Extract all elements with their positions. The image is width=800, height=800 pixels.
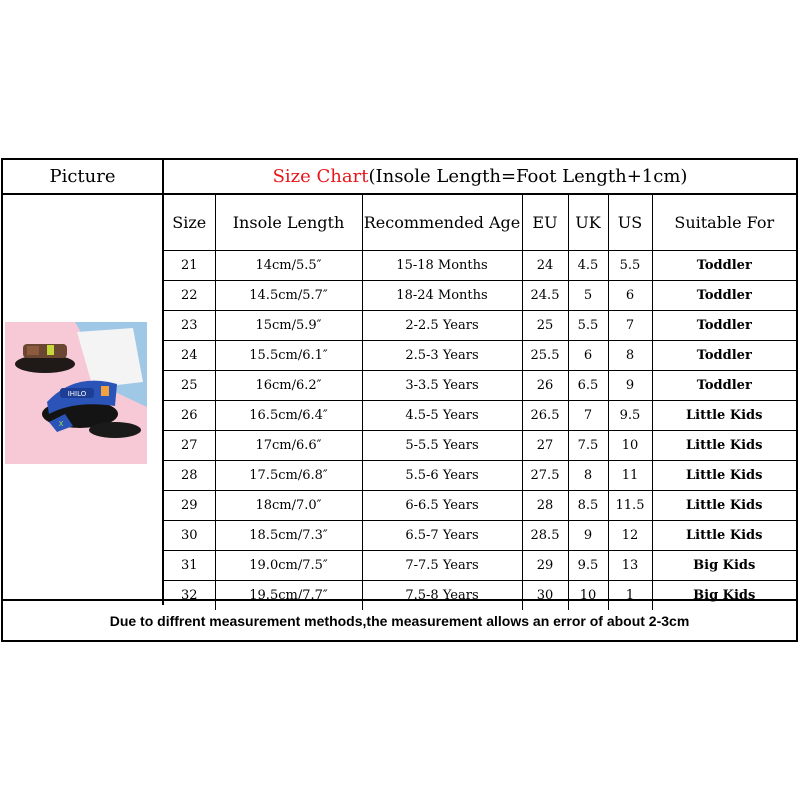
- table-cell: 14.5cm/5.7″: [215, 281, 362, 311]
- table-cell: 10: [608, 431, 652, 461]
- table-cell: 16cm/6.2″: [215, 371, 362, 401]
- table-cell: Toddler: [652, 251, 796, 281]
- table-cell: 22: [164, 281, 215, 311]
- table-cell: 24: [164, 341, 215, 371]
- table-cell: 25: [164, 371, 215, 401]
- table-row: [164, 311, 796, 341]
- table-cell: 26: [164, 401, 215, 431]
- table-cell: 25.5: [522, 341, 568, 371]
- table-cell: 7.5: [568, 431, 608, 461]
- column-header: Insole Length: [215, 195, 362, 251]
- table-cell: 6-6.5 Years: [362, 491, 522, 521]
- measurement-note: Due to diffrent measurement methods,the measurement allows an error of about 2-3cm: [3, 599, 796, 640]
- table-cell: 17.5cm/6.8″: [215, 461, 362, 491]
- table-cell: 9: [608, 371, 652, 401]
- table-cell: 27: [164, 431, 215, 461]
- table-cell: 6.5-7 Years: [362, 521, 522, 551]
- table-cell: 5: [568, 281, 608, 311]
- table-cell: 18cm/7.0″: [215, 491, 362, 521]
- column-header: Suitable For: [652, 195, 796, 251]
- table-cell: Little Kids: [652, 521, 796, 551]
- table-cell: 5.5-6 Years: [362, 461, 522, 491]
- table-cell: 30: [164, 521, 215, 551]
- table-cell: Little Kids: [652, 431, 796, 461]
- table-cell: 10: [568, 581, 608, 611]
- table-cell: 24.5: [522, 281, 568, 311]
- table-cell: 5.5: [568, 311, 608, 341]
- table-cell: Little Kids: [652, 401, 796, 431]
- table-cell: 29: [522, 551, 568, 581]
- table-cell: 6: [568, 341, 608, 371]
- table-cell: 8: [568, 461, 608, 491]
- svg-text:IHILO: IHILO: [67, 390, 87, 398]
- table-cell: 3-3.5 Years: [362, 371, 522, 401]
- table-cell: 27: [522, 431, 568, 461]
- table-row: [164, 551, 796, 581]
- table-cell: Little Kids: [652, 461, 796, 491]
- column-header: UK: [568, 195, 608, 251]
- table-cell: 9: [568, 521, 608, 551]
- table-cell: 26.5: [522, 401, 568, 431]
- table-cell: 4.5: [568, 251, 608, 281]
- size-chart-title: [164, 160, 796, 195]
- table-cell: 27.5: [522, 461, 568, 491]
- product-photo: [5, 322, 147, 464]
- table-cell: 18-24 Months: [362, 281, 522, 311]
- table-cell: 13: [608, 551, 652, 581]
- table-cell: 15-18 Months: [362, 251, 522, 281]
- table-cell: 2-2.5 Years: [362, 311, 522, 341]
- table-row: [164, 401, 796, 431]
- table-cell: 31: [164, 551, 215, 581]
- table-cell: 7-7.5 Years: [362, 551, 522, 581]
- table-cell: 1: [608, 581, 652, 611]
- table-row: [164, 281, 796, 311]
- title-rest: (Insole Length=Foot Length+1cm): [368, 166, 688, 187]
- table-cell: Toddler: [652, 311, 796, 341]
- table-cell: 21: [164, 251, 215, 281]
- table-cell: 25: [522, 311, 568, 341]
- table-cell: 4.5-5 Years: [362, 401, 522, 431]
- table-header-row: [164, 195, 796, 251]
- table-row: [164, 491, 796, 521]
- table-cell: 19.0cm/7.5″: [215, 551, 362, 581]
- table-row: [164, 461, 796, 491]
- table-cell: 8: [608, 341, 652, 371]
- table-cell: 12: [608, 521, 652, 551]
- table-cell: 32: [164, 581, 215, 611]
- column-header: Size: [164, 195, 215, 251]
- table-cell: 6: [608, 281, 652, 311]
- table-cell: 7: [608, 311, 652, 341]
- table-cell: 30: [522, 581, 568, 611]
- table-cell: Toddler: [652, 371, 796, 401]
- size-table: [164, 195, 796, 610]
- table-cell: Little Kids: [652, 491, 796, 521]
- table-cell: 28: [164, 461, 215, 491]
- table-row: [164, 341, 796, 371]
- table-row: [164, 251, 796, 281]
- size-chart: [1, 158, 798, 642]
- table-row: [164, 431, 796, 461]
- column-header: EU: [522, 195, 568, 251]
- table-cell: 5-5.5 Years: [362, 431, 522, 461]
- table-cell: 11.5: [608, 491, 652, 521]
- table-cell: 11: [608, 461, 652, 491]
- table-cell: Toddler: [652, 341, 796, 371]
- table-cell: 18.5cm/7.3″: [215, 521, 362, 551]
- table-cell: 9.5: [568, 551, 608, 581]
- table-cell: 24: [522, 251, 568, 281]
- column-header: Recommended Age: [362, 195, 522, 251]
- table-cell: 7: [568, 401, 608, 431]
- table-cell: 28: [522, 491, 568, 521]
- table-cell: Big Kids: [652, 551, 796, 581]
- table-cell: 8.5: [568, 491, 608, 521]
- table-cell: 6.5: [568, 371, 608, 401]
- table-cell: 28.5: [522, 521, 568, 551]
- table-cell: 15.5cm/6.1″: [215, 341, 362, 371]
- table-cell: Toddler: [652, 281, 796, 311]
- column-header: US: [608, 195, 652, 251]
- table-row: [164, 371, 796, 401]
- table-cell: 15cm/5.9″: [215, 311, 362, 341]
- title-highlight: Size Chart: [272, 166, 369, 187]
- table-cell: 9.5: [608, 401, 652, 431]
- table-cell: 17cm/6.6″: [215, 431, 362, 461]
- picture-header: Picture: [3, 160, 164, 195]
- svg-text:X: X: [58, 420, 64, 428]
- table-cell: 19.5cm/7.7″: [215, 581, 362, 611]
- table-cell: Big Kids: [652, 581, 796, 611]
- table-cell: 29: [164, 491, 215, 521]
- table-cell: 26: [522, 371, 568, 401]
- table-cell: 7.5-8 Years: [362, 581, 522, 611]
- picture-cell: [3, 195, 164, 605]
- table-cell: 23: [164, 311, 215, 341]
- table-cell: 16.5cm/6.4″: [215, 401, 362, 431]
- table-cell: 5.5: [608, 251, 652, 281]
- table-row: [164, 521, 796, 551]
- table-cell: 14cm/5.5″: [215, 251, 362, 281]
- table-cell: 2.5-3 Years: [362, 341, 522, 371]
